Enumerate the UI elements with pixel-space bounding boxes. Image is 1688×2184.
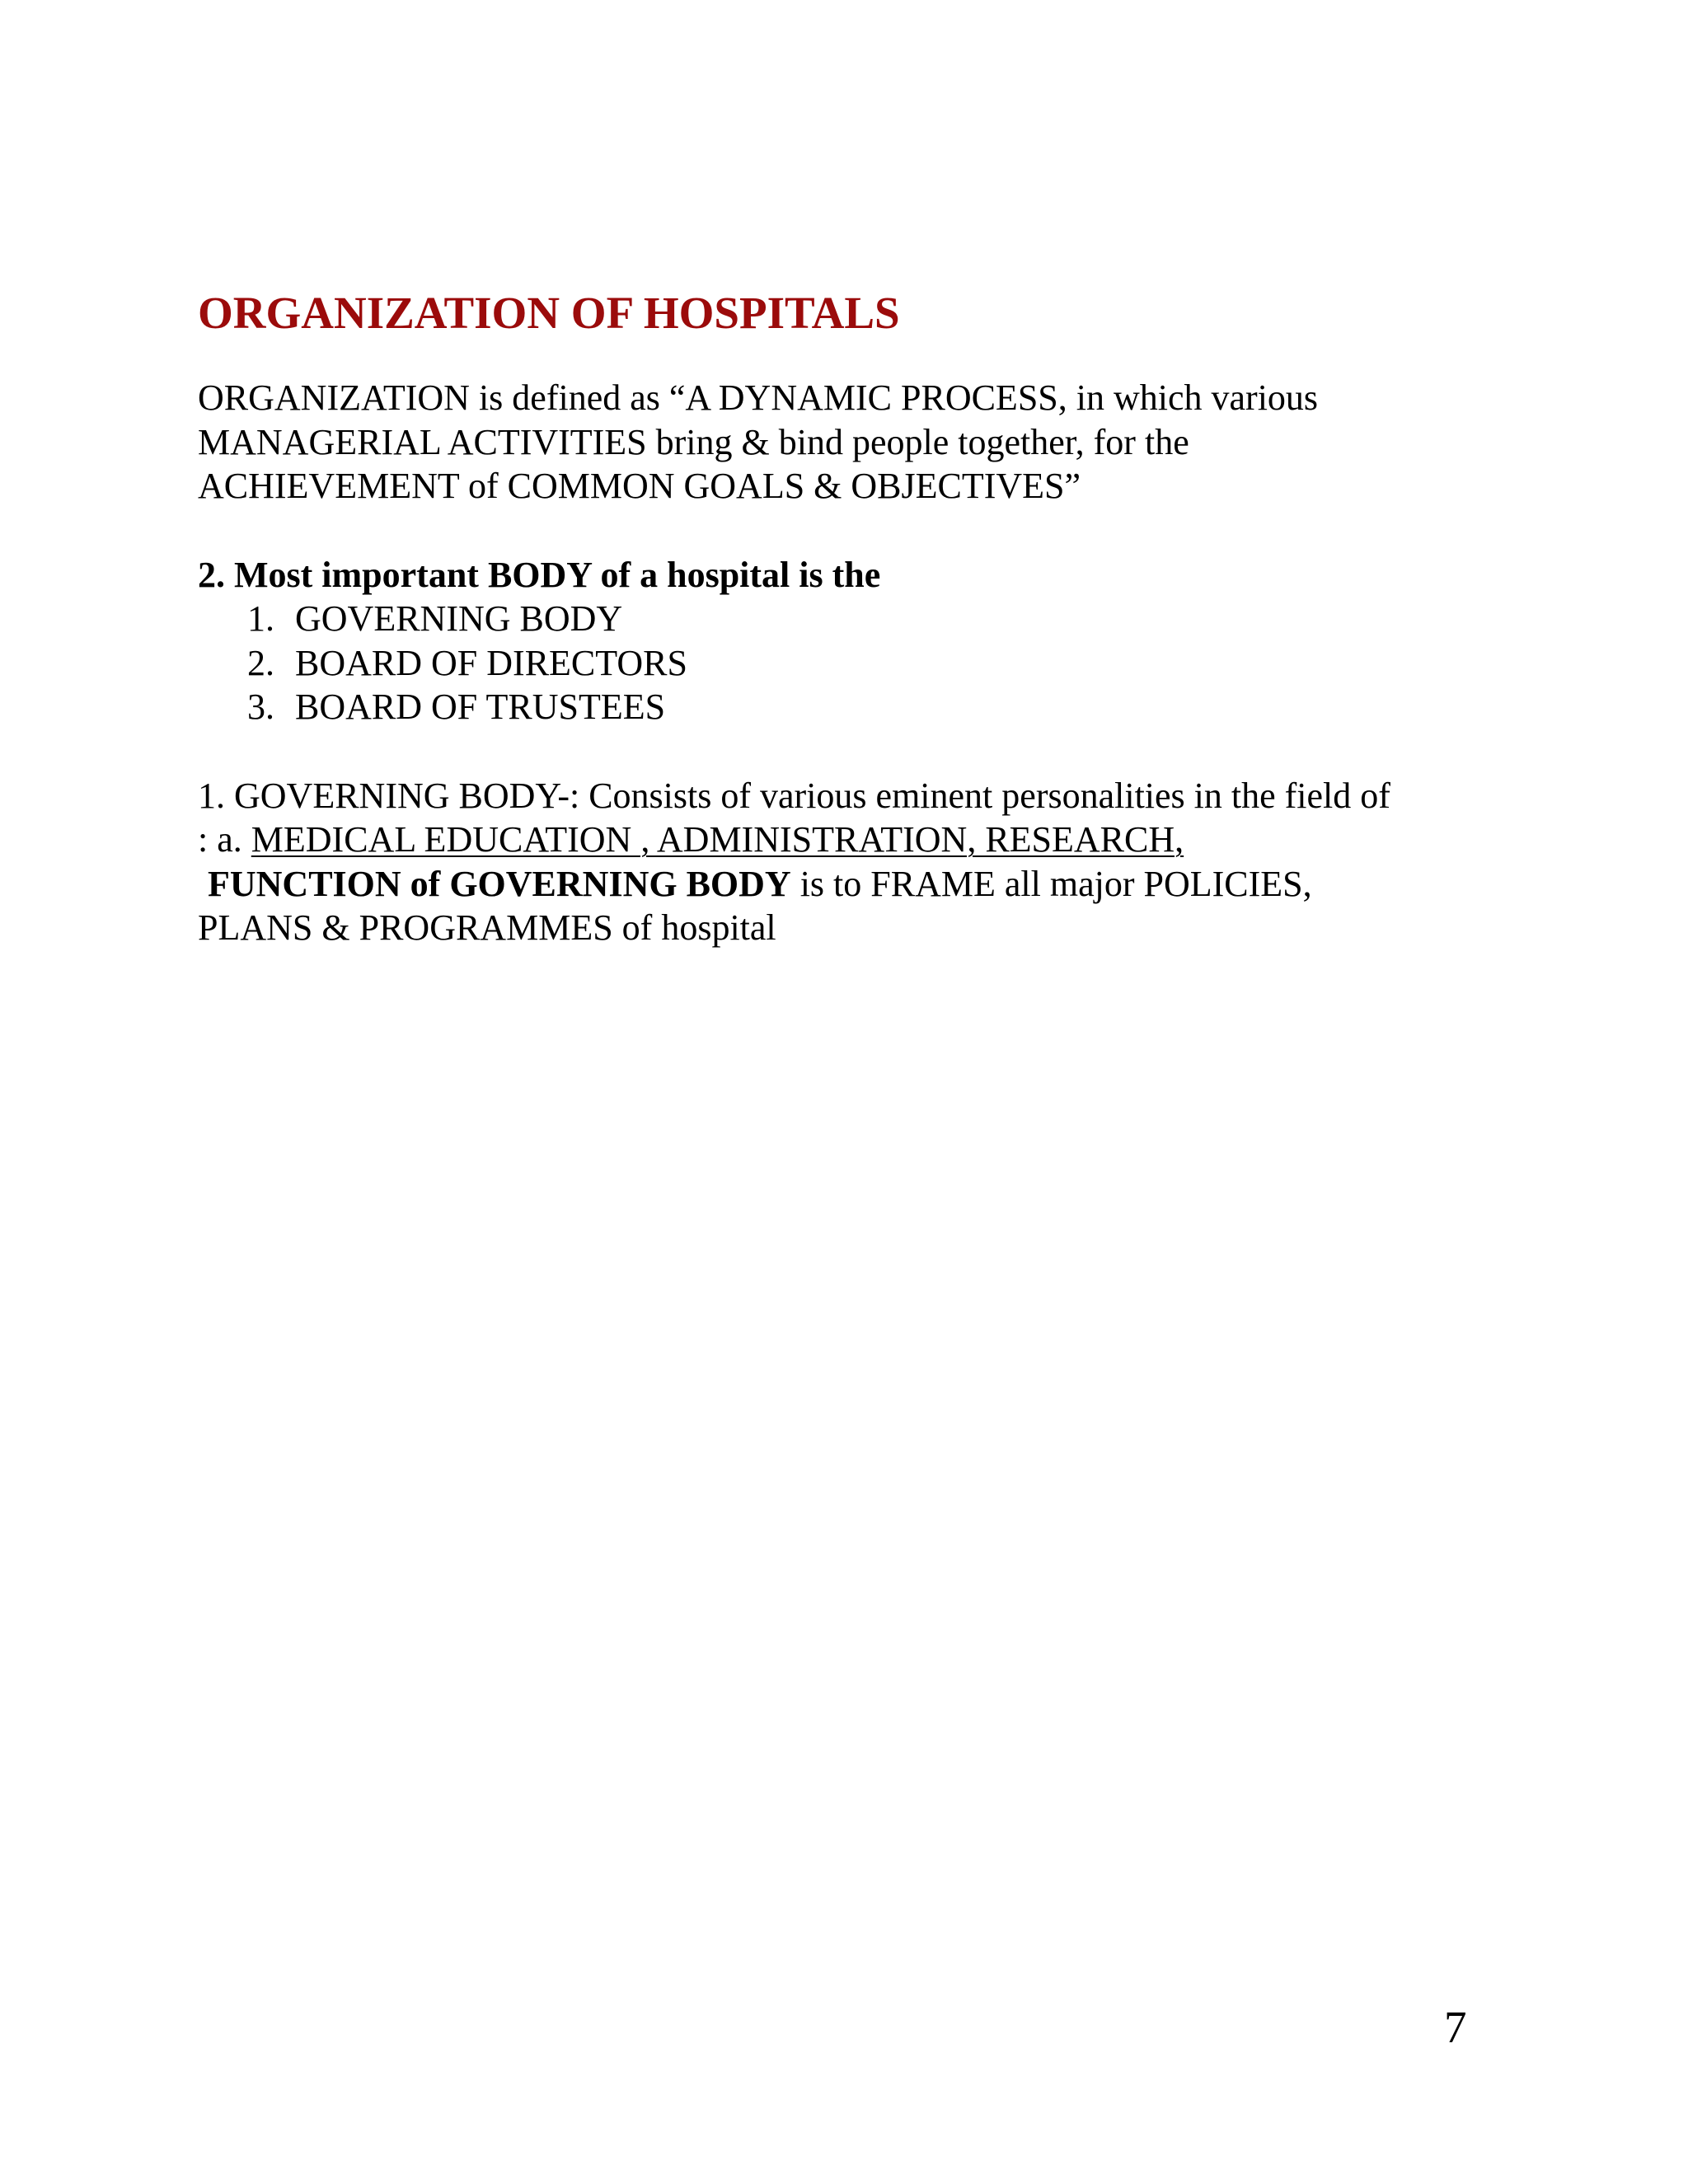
option-label: GOVERNING BODY	[295, 598, 623, 639]
option-label: BOARD OF DIRECTORS	[295, 642, 687, 683]
function-heading: FUNCTION of GOVERNING BODY	[208, 863, 791, 904]
definition-line: ACHIEVEMENT of COMMON GOALS & OBJECTIVES”	[198, 466, 1081, 506]
option-number: 2.	[247, 642, 274, 683]
page-content	[198, 287, 1500, 950]
list-item	[198, 685, 1500, 729]
governing-body-paragraph	[198, 774, 1500, 950]
fields-underlined: MEDICAL EDUCATION , ADMINISTRATION, RESEARCH,	[251, 819, 1184, 860]
definition-paragraph	[198, 376, 1500, 509]
question-block	[198, 553, 1500, 729]
option-label: BOARD OF TRUSTEES	[295, 687, 666, 727]
page-number: 7	[1444, 2002, 1467, 2052]
governing-body-fields-line	[198, 818, 1500, 862]
function-line-continued: PLANS & PROGRAMMES of hospital	[198, 907, 776, 948]
page-title: ORGANIZATION OF HOSPITALS	[198, 288, 900, 338]
definition-line: ORGANIZATION is defined as “A DYNAMIC PROCESS, in which various	[198, 377, 1319, 418]
list-marker: : a.	[198, 819, 251, 860]
options-list	[198, 597, 1500, 729]
option-number: 1.	[247, 598, 274, 639]
definition-line: MANAGERIAL ACTIVITIES bring & bind people together, for the	[198, 421, 1189, 462]
function-text: is to FRAME all major POLICIES,	[790, 863, 1312, 904]
option-number: 3.	[247, 687, 274, 727]
question-title: 2. Most important BODY of a hospital is the	[198, 554, 881, 595]
list-item	[198, 641, 1500, 686]
governing-body-line: 1. GOVERNING BODY-: Consists of various eminent personalities in the field of	[198, 775, 1390, 816]
list-item	[198, 597, 1500, 641]
function-line	[198, 862, 1500, 907]
